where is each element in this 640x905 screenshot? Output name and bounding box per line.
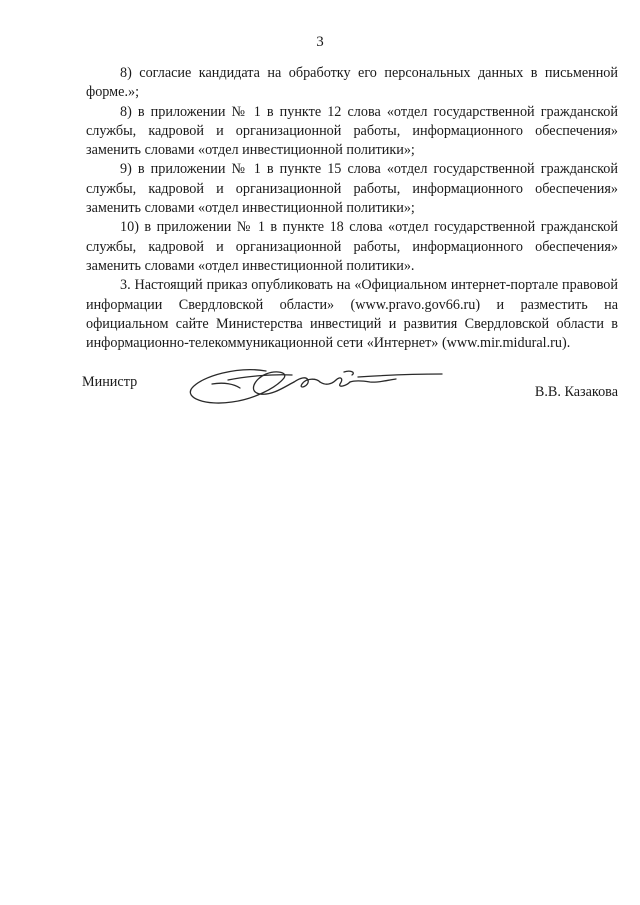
signature-block <box>82 374 618 414</box>
paragraph-section-3-publication: 3. Настоящий приказ опубликовать на «Официальном интернет-портале правовой информации Свердловской области» (www.pravo.gov66.ru) и разместить на официальном сайте Министерства инвестиций и развития Свердловской области в информационно-телекоммуникационной сети «Интернет» (www.mir.midural.ru). <box>86 277 618 352</box>
position-title: Министр <box>82 374 138 390</box>
signer-name: В.В. Казакова <box>534 384 618 400</box>
paragraph-item-10-appendix-point-18: 10) в приложении № 1 в пункте 18 слова «отдел государственной гражданской службы, кадровой и организационной работы, информационного обеспечения» заменить словами «отдел инвестиционной политики». <box>86 219 618 274</box>
document-body <box>86 64 618 353</box>
paragraph-item-8-appendix-point-12: 8) в приложении № 1 в пункте 12 слова «отдел государственной гражданской службы, кадровой и организационной работы, информационного обеспечения» заменить словами «отдел инвестиционной политики»; <box>86 103 618 159</box>
page-number: 3 <box>316 34 324 50</box>
handwritten-signature <box>188 362 444 410</box>
paragraph-item-9-appendix-point-15: 9) в приложении № 1 в пункте 15 слова «отдел государственной гражданской службы, кадровой и организационной работы, информационного обеспечения» заменить словами «отдел инвестиционной политики»; <box>86 161 618 217</box>
paragraph-item-8-consent: 8) согласие кандидата на обработку его персональных данных в письменной форме.»; <box>86 65 618 101</box>
